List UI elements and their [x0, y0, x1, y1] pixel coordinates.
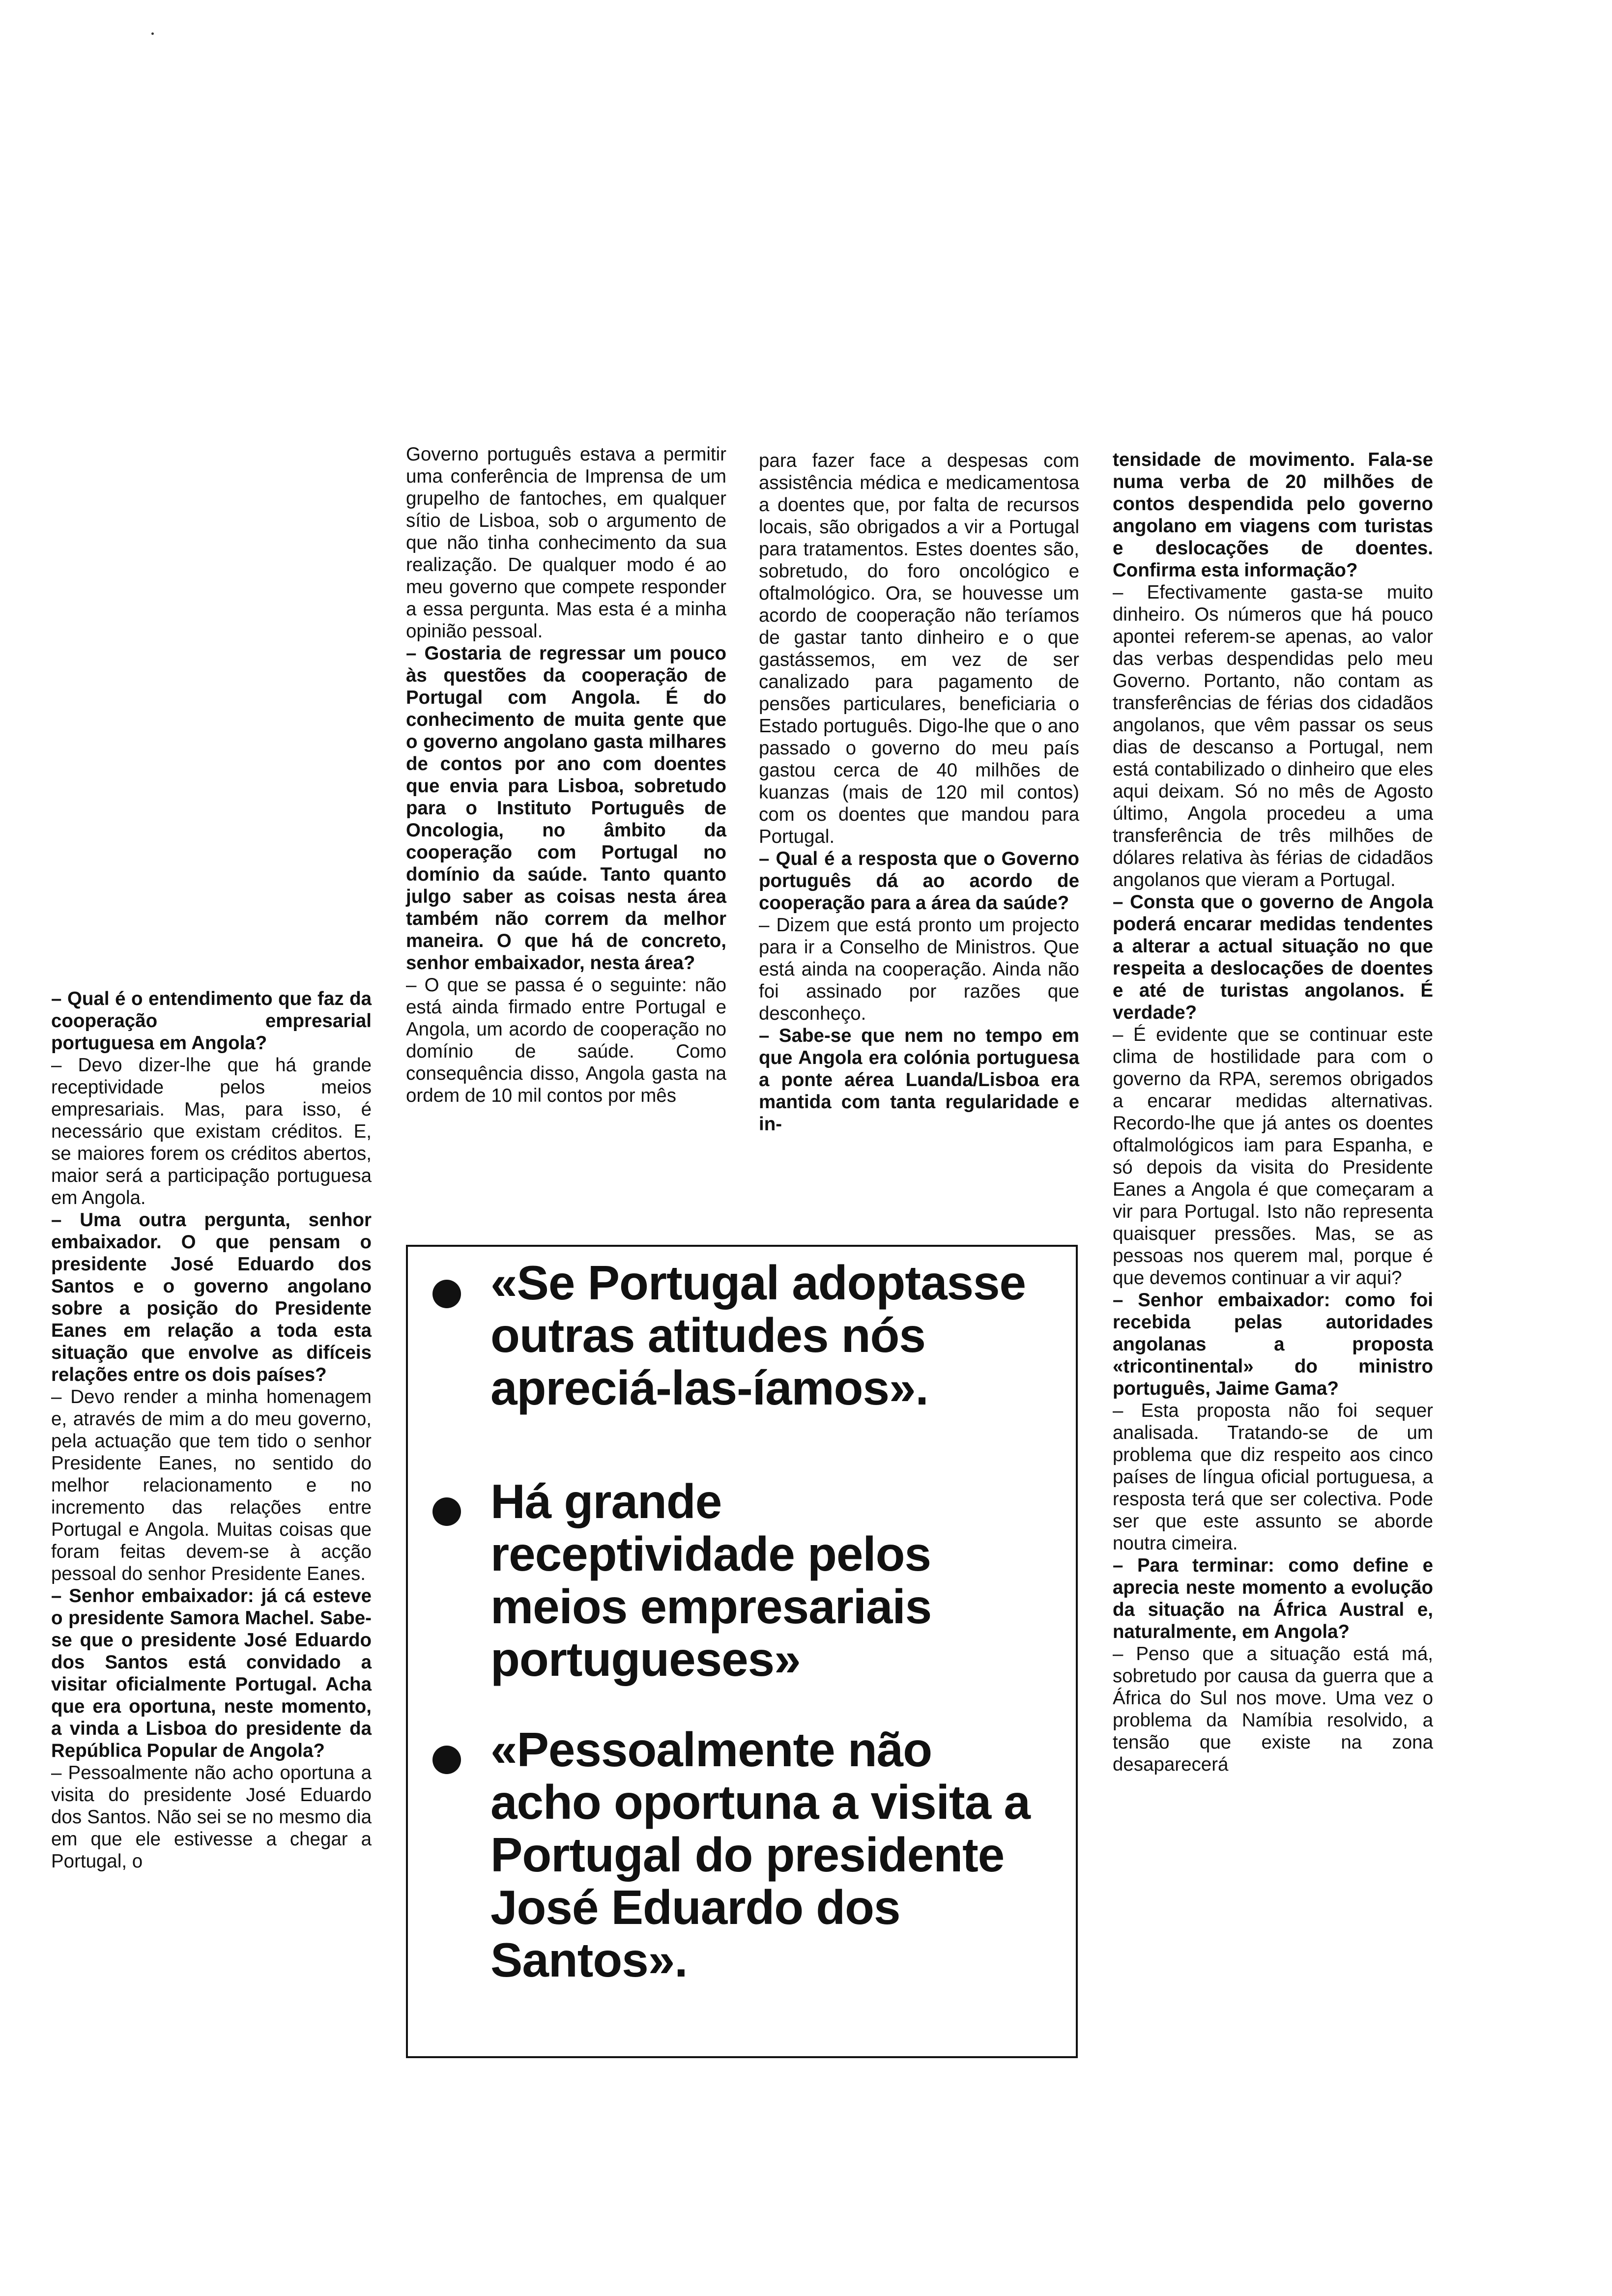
article-column-3	[759, 450, 1079, 1135]
pull-quote-line: «Pessoalmente não	[490, 1722, 932, 1777]
pull-quote-line: receptividade pelos	[490, 1527, 931, 1581]
print-speck	[151, 32, 154, 35]
article-column-4	[1113, 449, 1433, 1776]
pull-quote-text	[490, 1257, 1056, 1414]
answer-paragraph: – Efectivamente gasta-se muito dinheiro. Os números que há pouco apontei referem-se apenas, ao valor das verbas despendidas pelo meu Governo. Portanto, não contam as transferências de férias dos cidadãos angolanos, que vêm passar os seus dias de descanso a Portugal, nem está contabilizado o dinheiro que eles aqui deixam. Só no mês de Agosto último, Angola procedeu a uma transferência de três milhões de dólares relativa às férias de cidadãos angolanos que vieram a Portugal.	[1113, 582, 1433, 890]
question-paragraph: – Gostaria de regressar um pouco às questões da cooperação de Portugal com Angola. É do conhecimento de muita gente que o governo angolano gasta milhares de contos por ano com doentes que envia para Lisboa, sobretudo para o Instituto Português de Oncologia, no âmbito da cooperação com Portugal no domínio da saúde. Tanto quanto julgo saber as coisas nesta área também não correm da melhor maneira. O que há de concreto, senhor embaixador, nesta área?	[406, 643, 726, 974]
answer-paragraph: – Devo render a minha homenagem e, através de mim a do meu governo, pela actuação que tem tido o senhor Presidente Eanes, no sentido do melhor relacionamento e no incremento das relações entre Portugal e Angola. Muitas coisas que foram feitas devem-se à acção pessoal do senhor Presidente Eanes.	[51, 1386, 372, 1584]
pull-quote-line: Santos».	[490, 1933, 688, 1987]
answer-paragraph: – O que se passa é o seguinte: não está ainda firmado entre Portugal e Angola, um acordo de cooperação no domínio de saúde. Como consequência disso, Angola gasta na ordem de 10 mil contos por mês	[406, 975, 726, 1106]
pull-quote-line: acho oportuna a visita a	[490, 1775, 1030, 1829]
question-paragraph: – Qual é a resposta que o Governo português dá ao acordo de cooperação para a área da saúde?	[759, 848, 1079, 914]
bullet-icon	[432, 1746, 461, 1774]
answer-paragraph: – Penso que a situação está má, sobretudo por causa da guerra que a África do Sul nos move. Uma vez o problema da Namíbia resolvido, a tensão que existe na zona desaparecerá	[1113, 1643, 1433, 1775]
answer-paragraph: – É evidente que se continuar este clima de hostilidade para com o governo da RPA, seremos obrigados a encarar medidas alternativas. Recordo-lhe que já antes os doentes oftalmológicos iam para Espanha, e só depois da visita do Presidente Eanes a Angola é que começaram a vir para Portugal. Isto não representa quaisquer pressões. Mas, se as pessoas nos querem mal, porque é que devemos continuar a vir aqui?	[1113, 1024, 1433, 1289]
question-paragraph: – Senhor embaixador: já cá esteve o presidente Samora Machel. Sabe-se que o presidente José Eduardo dos Santos está convidado a visitar oficialmente Portugal. Acha que era oportuna, neste momento, a vinda a Lisboa do presidente da República Popular de Angola?	[51, 1585, 372, 1761]
answer-paragraph: – Devo dizer-lhe que há grande receptividade pelos meios empresariais. Mas, para isso, é necessário que existam créditos. E, se maiores forem os créditos abertos, maior será a participação portuguesa em Angola.	[51, 1055, 372, 1208]
bullet-icon	[432, 1497, 461, 1526]
question-paragraph: – Qual é o entendimento que faz da cooperação empresarial portuguesa em Angola?	[51, 988, 372, 1054]
article-column-1	[51, 988, 372, 1872]
question-paragraph: – Sabe-se que nem no tempo em que Angola era colónia portuguesa a ponte aérea Luanda/Lisboa era mantida com tanta regularidade e in-	[759, 1025, 1079, 1135]
answer-paragraph: Governo português estava a permitir uma conferência de Imprensa de um grupelho de fantoches, em qualquer sítio de Lisboa, sob o argumento de que não tinha conhecimento da sua realização. De qualquer modo é ao meu governo que compete responder a essa pergunta. Mas esta é a minha opinião pessoal.	[406, 444, 726, 642]
pull-quote-line: José Eduardo dos	[490, 1880, 900, 1934]
question-paragraph: – Para terminar: como define e aprecia neste momento a evolução da situação na África Austral e, naturalmente, em Angola?	[1113, 1555, 1433, 1642]
pull-quote-text	[490, 1723, 1056, 1986]
pull-quote-line: Há grande	[490, 1474, 722, 1528]
pull-quote-text	[490, 1475, 1056, 1686]
pull-quote-line: apreciá-las-íamos».	[490, 1361, 928, 1415]
question-paragraph: – Uma outra pergunta, senhor embaixador. O que pensam o presidente José Eduardo dos Santos e o governo angolano sobre a posição do Presidente Eanes em relação a toda esta situação que envolve as difíceis relações entre os dois países?	[51, 1209, 372, 1385]
pull-quote	[432, 1723, 1047, 1999]
question-paragraph: – Consta que o governo de Angola poderá encarar medidas tendentes a alterar a actual situação no que respeita a deslocações de doentes e até de turistas angolanos. É verdade?	[1113, 891, 1433, 1023]
pull-quote-box	[406, 1245, 1078, 2058]
pull-quote-line: Portugal do presidente	[490, 1828, 1005, 1882]
bullet-icon	[432, 1280, 461, 1308]
answer-paragraph: – Dizem que está pronto um projecto para ir a Conselho de Ministros. Que está ainda na cooperação. Ainda não foi assinado por razões que desconheço.	[759, 915, 1079, 1024]
answer-paragraph: para fazer face a despesas com assistência médica e medicamentosa a doentes que, por falta de recursos locais, são obrigados a vir a Portugal para tratamentos. Estes doentes são, sobretudo, do foro oncológico e oftalmológico. Ora, se houvesse um acordo de cooperação não teríamos de gastar tanto dinheiro e o que gastássemos, em vez de ser canalizado para pagamento de pensões particulares, beneficiaria o Estado português. Digo-lhe que o ano passado o governo do meu país gastou cerca de 40 milhões de kuanzas (mais de 120 mil contos) com os doentes que mandou para Portugal.	[759, 450, 1079, 847]
question-paragraph: – Senhor embaixador: como foi recebida pelas autoridades angolanas a proposta «tricontinental» do ministro português, Jaime Gama?	[1113, 1290, 1433, 1399]
pull-quote-line: «Se Portugal adoptasse	[490, 1256, 1026, 1310]
question-paragraph: tensidade de movimento. Fala-se numa verba de 20 milhões de contos despendida pelo governo angolano em viagens com turistas e deslocações de doentes. Confirma esta informação?	[1113, 449, 1433, 581]
pull-quote-line: outras atitudes nós	[490, 1308, 925, 1362]
answer-paragraph: – Esta proposta não foi sequer analisada. Tratando-se de um problema que diz respeito aos cinco países de língua oficial portuguesa, a resposta terá que ser colectiva. Pode ser que este assunto se aborde noutra cimeira.	[1113, 1400, 1433, 1554]
answer-paragraph: – Pessoalmente não acho oportuna a visita do presidente José Eduardo dos Santos. Não sei se no mesmo dia em que ele estivesse a chegar a Portugal, o	[51, 1762, 372, 1872]
pull-quote	[432, 1475, 1047, 1706]
article-column-2	[406, 443, 726, 1107]
pull-quote	[432, 1257, 1047, 1424]
pull-quote-line: meios empresariais	[490, 1579, 932, 1634]
pull-quote-line: portugueses»	[490, 1632, 801, 1686]
